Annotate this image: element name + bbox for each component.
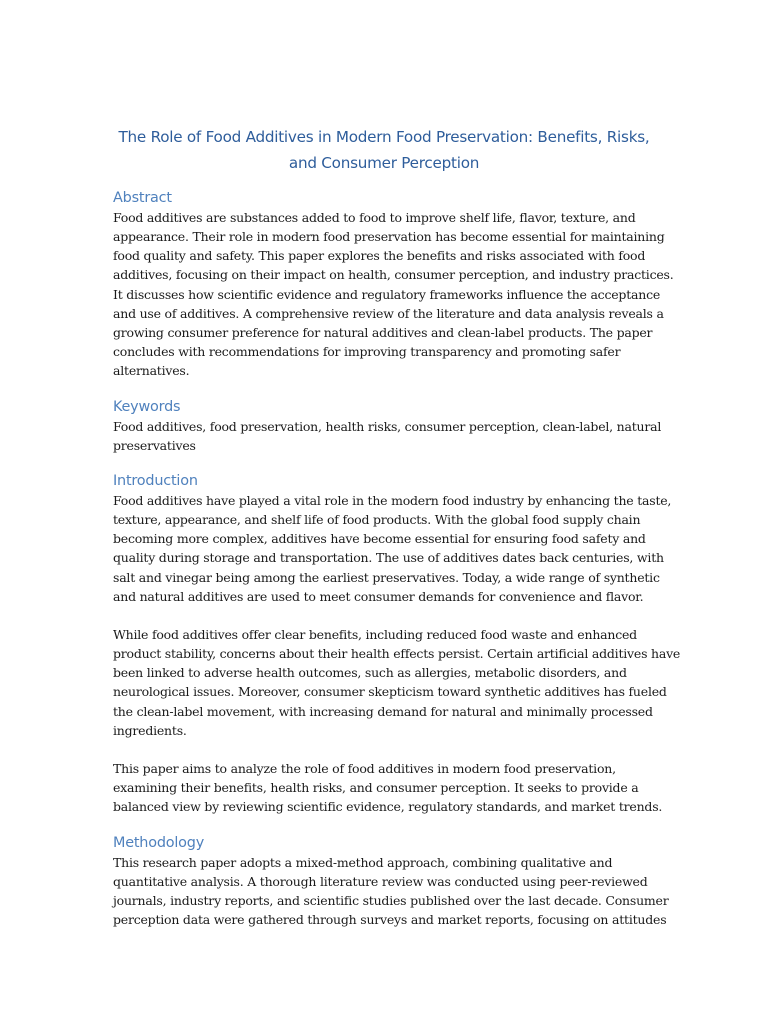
text-line: and natural additives are used to meet consumer demands for convenience and flavor. (113, 588, 644, 604)
text-line: journals, industry reports, and scientific studies published over the last decade. Consumer (113, 893, 669, 909)
text-line: Food additives have played a vital role in the modern food industry by enhancing the taste, (113, 493, 672, 508)
text-line: and use of additives. A comprehensive review of the literature and data analysis reveals a (113, 305, 664, 321)
introduction-paragraph-2 (113, 625, 681, 740)
text-line: neurological issues. Moreover, consumer skepticism toward synthetic additives has fueled (113, 684, 667, 700)
methodology-section (113, 833, 669, 930)
introduction-paragraph-1 (113, 491, 672, 606)
abstract-heading: Abstract (113, 190, 172, 206)
keywords-paragraph (113, 417, 662, 455)
text-line: becoming more complex, additives have become essential for ensuring food safety and (113, 531, 646, 547)
introduction-section (113, 471, 681, 816)
text-line: texture, appearance, and shelf life of food products. With the global food supply chain (113, 512, 641, 528)
text-line: concludes with recommendations for improving transparency and promoting safer (113, 344, 621, 360)
methodology-paragraph (113, 853, 669, 930)
text-line: appearance. Their role in modern food preservation has become essential for maintaining (113, 229, 665, 245)
keywords-section (113, 397, 662, 455)
text-line: quality during storage and transportation. The use of additives dates back centuries, with (113, 550, 664, 566)
text-line: Food additives, food preservation, health risks, consumer perception, clean-label, natural (113, 419, 662, 434)
title-line: and Consumer Perception (288, 154, 480, 172)
paper-title (100, 124, 668, 176)
text-line: preservatives (113, 438, 196, 454)
text-line: alternatives. (113, 363, 190, 379)
text-line: This paper aims to analyze the role of food additives in modern food preservation, (113, 760, 616, 776)
text-line: salt and vinegar being among the earliest preservatives. Today, a wide range of synthetic (113, 569, 660, 585)
text-line: quantitative analysis. A thorough literature review was conducted using peer-reviewed (113, 874, 648, 890)
text-line: It discusses how scientific evidence and regulatory frameworks influence the acceptance (113, 286, 661, 302)
title-line: The Role of Food Additives in Modern Food Preservation: Benefits, Risks, (118, 128, 650, 146)
text-line: additives, focusing on their impact on health, consumer perception, and industry practices. (113, 267, 674, 283)
keywords-heading: Keywords (113, 399, 181, 415)
text-line: perception data were gathered through surveys and market reports, focusing on attitudes (113, 912, 667, 928)
text-line: examining their benefits, health risks, and consumer perception. It seeks to provide a (113, 780, 639, 796)
introduction-heading: Introduction (113, 473, 198, 489)
text-line: the clean-label movement, with increasing demand for natural and minimally processed (113, 703, 653, 719)
methodology-heading: Methodology (113, 835, 205, 851)
abstract-paragraph (113, 208, 674, 380)
abstract-section (113, 188, 674, 380)
text-line: ingredients. (113, 722, 187, 738)
text-line: This research paper adopts a mixed-method approach, combining qualitative and (113, 855, 613, 870)
text-line: product stability, concerns about their health effects persist. Certain artificial additives have (113, 646, 681, 662)
text-line: While food additives offer clear benefits, including reduced food waste and enhanced (113, 626, 637, 642)
text-line: Food additives are substances added to food to improve shelf life, flavor, texture, and (113, 210, 636, 225)
text-line: balanced view by reviewing scientific evidence, regulatory standards, and market trends. (113, 799, 663, 815)
introduction-paragraph-3 (113, 759, 663, 816)
text-line: growing consumer preference for natural additives and clean-label products. The paper (113, 324, 653, 340)
text-line: food quality and safety. This paper explores the benefits and risks associated with food (113, 248, 646, 264)
text-line: been linked to adverse health outcomes, such as allergies, metabolic disorders, and (113, 665, 627, 681)
